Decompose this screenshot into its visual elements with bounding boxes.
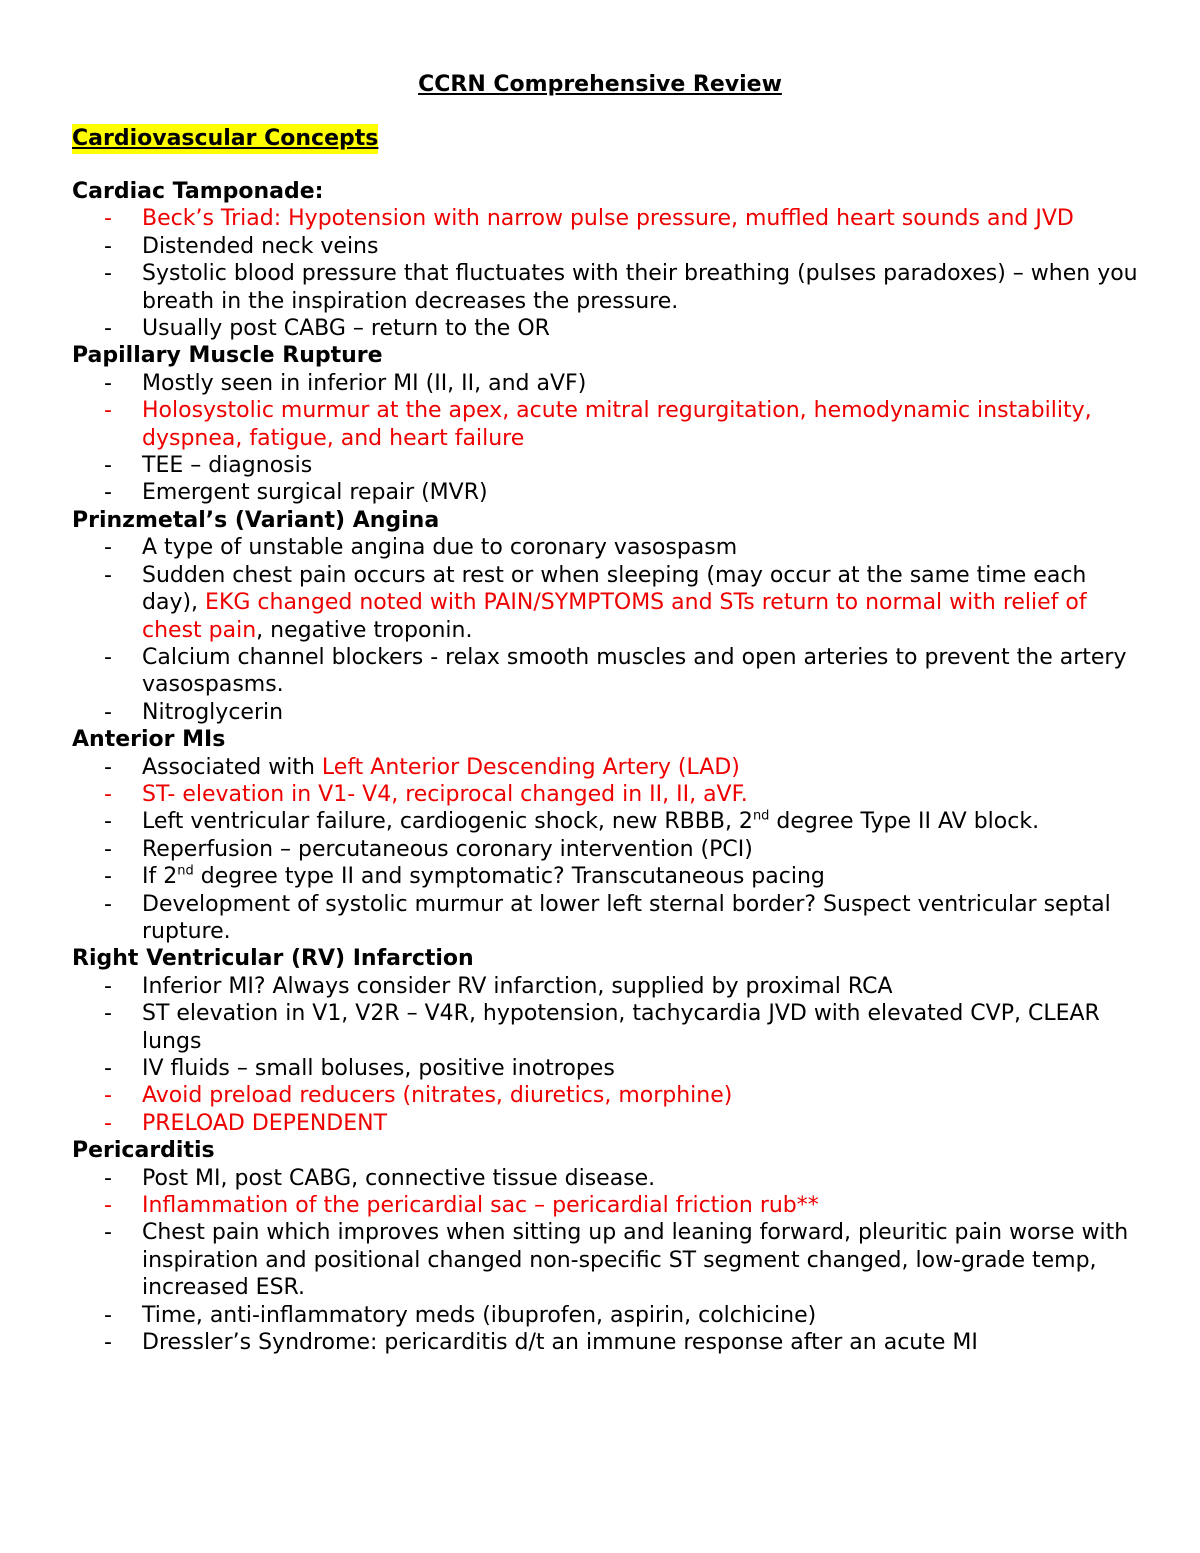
bullet-text: , negative troponin. xyxy=(256,617,473,643)
superscript-text: nd xyxy=(177,863,194,879)
bullet-dash: - xyxy=(104,1110,112,1136)
bullet-text: Usually post CABG – return to the OR xyxy=(142,316,550,342)
bullet-item xyxy=(72,370,1142,397)
bullet-dash: - xyxy=(104,1193,112,1219)
bullet-item xyxy=(72,1082,1142,1109)
bullet-item xyxy=(72,836,1142,863)
bullet-text: ST elevation in V1, V2R – V4R, hypotension, tachycardia JVD with elevated CVP, CLEAR lungs xyxy=(142,1001,1100,1054)
bullet-text: Mostly seen in inferior MI (II, II, and aVF) xyxy=(142,370,587,396)
bullet-text: , acute mitral regurgitation, hemodynamic instability, dyspnea, fatigue, and heart failure xyxy=(142,398,1092,451)
bullet-text: Emergent surgical repair (MVR) xyxy=(142,480,488,506)
bullet-list xyxy=(72,1165,1142,1357)
section-heading: Cardiovascular Concepts xyxy=(72,124,378,154)
bullet-item xyxy=(72,1219,1142,1301)
bullet-dash: - xyxy=(104,1001,112,1027)
bullet-dash: - xyxy=(104,1220,112,1246)
bullet-text: Post MI, post CABG, connective tissue disease. xyxy=(142,1165,656,1191)
bullet-item xyxy=(72,1000,1142,1055)
topic-heading: Prinzmetal’s (Variant) Angina xyxy=(72,507,440,533)
topic-heading: Anterior MIs xyxy=(72,727,226,753)
bullet-dash: - xyxy=(104,1302,112,1328)
bullet-item xyxy=(72,1329,1142,1356)
bullet-item xyxy=(72,1110,1142,1137)
bullet-text: Nitroglycerin xyxy=(142,699,284,725)
emphasized-text: Beck’s Triad: xyxy=(142,206,282,232)
topic-heading: Pericarditis xyxy=(72,1138,215,1164)
bullet-list xyxy=(72,973,1142,1137)
bullet-item xyxy=(72,205,1142,232)
bullet-text: Dressler’s Syndrome: pericarditis d/t an immune response after an acute MI xyxy=(142,1330,978,1356)
bullet-list xyxy=(72,754,1142,946)
bullet-item xyxy=(72,808,1142,835)
bullet-item xyxy=(72,479,1142,506)
bullet-dash: - xyxy=(104,891,112,917)
topic-heading: Right Ventricular (RV) Infarction xyxy=(72,946,474,972)
topic-heading: Cardiac Tamponade: xyxy=(72,179,324,204)
bullet-text: Systolic blood pressure that fluctuates with their breathing (pulses paradoxes) – when you breath in the inspiration decreases the pressure. xyxy=(142,261,1138,314)
bullet-item xyxy=(72,891,1142,946)
bullet-text: Calcium channel blockers - relax smooth muscles and open arteries to prevent the artery vasospasms. xyxy=(142,644,1127,698)
emphasized-text: ST- elevation in V1- V4, xyxy=(142,781,399,807)
bullet-dash: - xyxy=(104,1056,112,1081)
emphasized-text: Left Anterior Descending Artery (LAD) xyxy=(321,754,740,780)
bullet-dash: - xyxy=(104,809,112,835)
bullet-dash: - xyxy=(104,644,112,670)
bullet-text: reciprocal changed in II, II, aVF. xyxy=(398,781,748,807)
bullet-item xyxy=(72,1192,1142,1219)
bullet-item xyxy=(72,699,1142,726)
bullet-item xyxy=(72,973,1142,1000)
bullet-dash: - xyxy=(104,535,112,561)
bullet-text: Hypotension with narrow pulse pressure, muffled heart sounds and JVD xyxy=(281,206,1074,232)
bullet-item xyxy=(72,1165,1142,1192)
emphasized-text: PRELOAD DEPENDENT xyxy=(142,1110,388,1136)
bullet-item xyxy=(72,534,1142,561)
bullet-dash: - xyxy=(104,1083,112,1109)
bullet-dash: - xyxy=(104,836,112,862)
bullet-text: Time, anti-inflammatory meds (ibuprofen, aspirin, colchicine) xyxy=(142,1302,817,1328)
bullet-text: Associated with xyxy=(142,754,322,780)
bullet-list xyxy=(72,370,1142,507)
bullet-text: Reperfusion – percutaneous coronary intervention (PCI) xyxy=(142,836,753,862)
bullet-dash: - xyxy=(104,754,112,780)
bullet-item xyxy=(72,863,1142,890)
bullet-dash: - xyxy=(104,206,112,232)
bullet-dash: - xyxy=(104,699,112,725)
bullet-dash: - xyxy=(104,261,112,287)
bullet-item xyxy=(72,562,1142,644)
bullet-text: Chest pain which improves when sitting up and leaning forward, pleuritic pain worse with inspiration and positional changed non-specific ST segment changed, low-grade temp, increased ESR. xyxy=(142,1220,1129,1301)
bullet-list xyxy=(72,205,1142,342)
bullet-dash: - xyxy=(104,233,112,259)
bullet-item xyxy=(72,233,1142,260)
bullet-dash: - xyxy=(104,453,112,479)
bullet-item xyxy=(72,1055,1142,1082)
bullet-text: IV fluids – small boluses, positive inotropes xyxy=(142,1056,615,1081)
emphasized-text: Inflammation of the pericardial sac – pericardial friction rub** xyxy=(142,1193,819,1219)
bullet-item xyxy=(72,1302,1142,1329)
bullet-item xyxy=(72,781,1142,808)
emphasized-text: Avoid preload reducers (nitrates, diuretics, morphine) xyxy=(142,1083,733,1109)
bullet-item xyxy=(72,315,1142,342)
bullet-text: Left ventricular failure, cardiogenic shock, new RBBB, 2 xyxy=(142,809,753,835)
bullet-dash: - xyxy=(104,781,112,807)
page-title: CCRN Comprehensive Review xyxy=(418,72,782,97)
bullet-item xyxy=(72,397,1142,452)
bullet-dash: - xyxy=(104,973,112,999)
bullet-dash: - xyxy=(104,1165,112,1191)
bullet-dash: - xyxy=(104,316,112,342)
emphasized-text: Holosystolic murmur at the apex xyxy=(142,398,503,424)
bullet-dash: - xyxy=(104,864,112,890)
bullet-dash: - xyxy=(104,370,112,396)
topic-heading: Papillary Muscle Rupture xyxy=(72,343,383,369)
bullet-item xyxy=(72,260,1142,315)
superscript-text: nd xyxy=(752,809,770,825)
bullet-list xyxy=(72,534,1142,726)
bullet-text: degree Type II AV block. xyxy=(769,809,1040,835)
bullet-item xyxy=(72,644,1142,699)
bullet-dash: - xyxy=(104,480,112,506)
bullet-text: TEE – diagnosis xyxy=(142,453,313,479)
bullet-text: degree type II and symptomatic? Transcutaneous pacing xyxy=(193,864,825,890)
notes-content xyxy=(72,178,1142,1356)
bullet-text: A type of unstable angina due to coronary vasospasm xyxy=(142,535,738,561)
bullet-text: Distended neck veins xyxy=(142,233,379,259)
bullet-dash: - xyxy=(104,1330,112,1356)
bullet-text: Inferior MI? Always consider RV infarction, supplied by proximal RCA xyxy=(142,973,893,999)
bullet-item xyxy=(72,754,1142,781)
emphasized-text: EKG changed noted with PAIN/SYMPTOMS and STs return to normal with relief of chest pain xyxy=(142,590,1087,643)
bullet-dash: - xyxy=(104,398,112,424)
bullet-text: If 2 xyxy=(142,864,178,890)
bullet-dash: - xyxy=(104,562,112,588)
bullet-item xyxy=(72,452,1142,479)
bullet-text: Sudden chest pain occurs at rest or when sleeping (may occur at the same time each day), xyxy=(142,562,1087,616)
bullet-text: Development of systolic murmur at lower left sternal border? Suspect ventricular septal rupture. xyxy=(142,891,1111,944)
